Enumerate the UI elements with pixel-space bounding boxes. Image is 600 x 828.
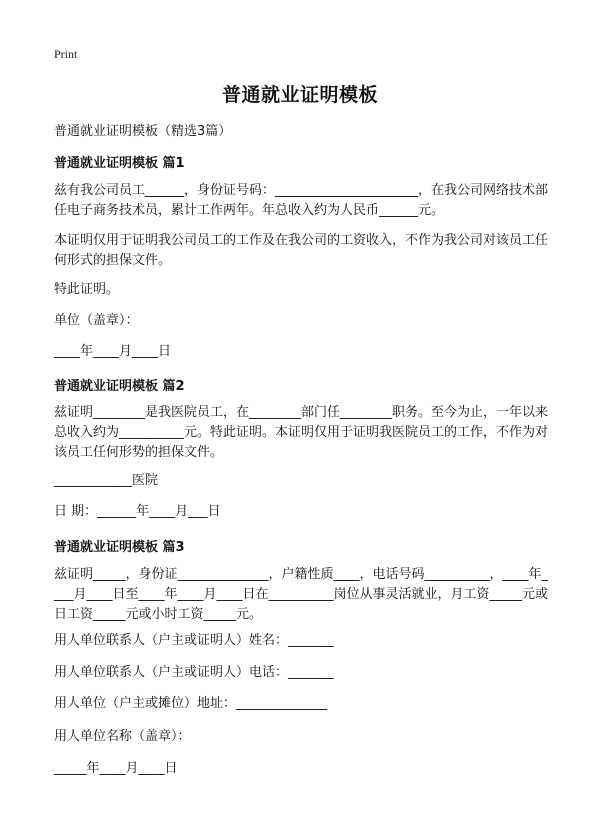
section2-heading: 普通就业证明模板 篇2 — [54, 379, 185, 394]
section3-company-seal-line: 用人单位名称（盖章）： — [54, 729, 191, 744]
section1-seal-line: 单位（盖章）： — [54, 313, 139, 328]
section2-hospital-line: ____________医院 — [54, 473, 159, 488]
section1-closing: 特此证明。 — [54, 282, 120, 297]
section1-paragraph-2: 本证明仅用于证明我公司员工的工作及在我公司的工资收入，不作为我公司对该员工任何形式的担保文件。 — [54, 233, 549, 268]
section3-date-line: _____年____月____日 — [54, 761, 178, 776]
section2-paragraph-1: 兹证明________是我医院员工，在________部门任________职务。至今为止，一年以来总收入约为__________元。特此证明。本证明仅用于证明我医院员工的工作，不作为对该员工任何形势的担保文件。 — [54, 405, 549, 460]
section3-address-line: 用人单位（户主或摊位）地址：______________ — [54, 696, 328, 711]
document-subtitle: 普通就业证明模板（精选3篇） — [54, 124, 232, 139]
section1-date-line: ____年____月____日 — [54, 344, 172, 359]
section2-date-line: 日 期：______年____月___日 — [54, 504, 221, 519]
section1-paragraph-1: 兹有我公司员工______，身份证号码：______________________，在我公司网络技术部任电子商务技术员，累计工作两年。年总收入约为人民币______元。 — [54, 183, 549, 218]
document-title: 普通就业证明模板 — [221, 84, 378, 106]
section1-heading: 普通就业证明模板 篇1 — [54, 156, 185, 171]
section3-paragraph-1: 兹证明_____，身份证______________，户籍性质____，电话号码__________，____年____月____日至____年____月____日在__________岗位从事灵活就业，月工资_____元或日工资_____元或小时工资_____元。 — [54, 567, 549, 622]
section3-heading: 普通就业证明模板 篇3 — [54, 540, 185, 555]
section3-contact-phone-line: 用人单位联系人（户主或证明人）电话：_______ — [54, 665, 334, 680]
section3-contact-name-line: 用人单位联系人（户主或证明人）姓名：_______ — [54, 633, 334, 648]
print-label: Print — [54, 47, 78, 61]
